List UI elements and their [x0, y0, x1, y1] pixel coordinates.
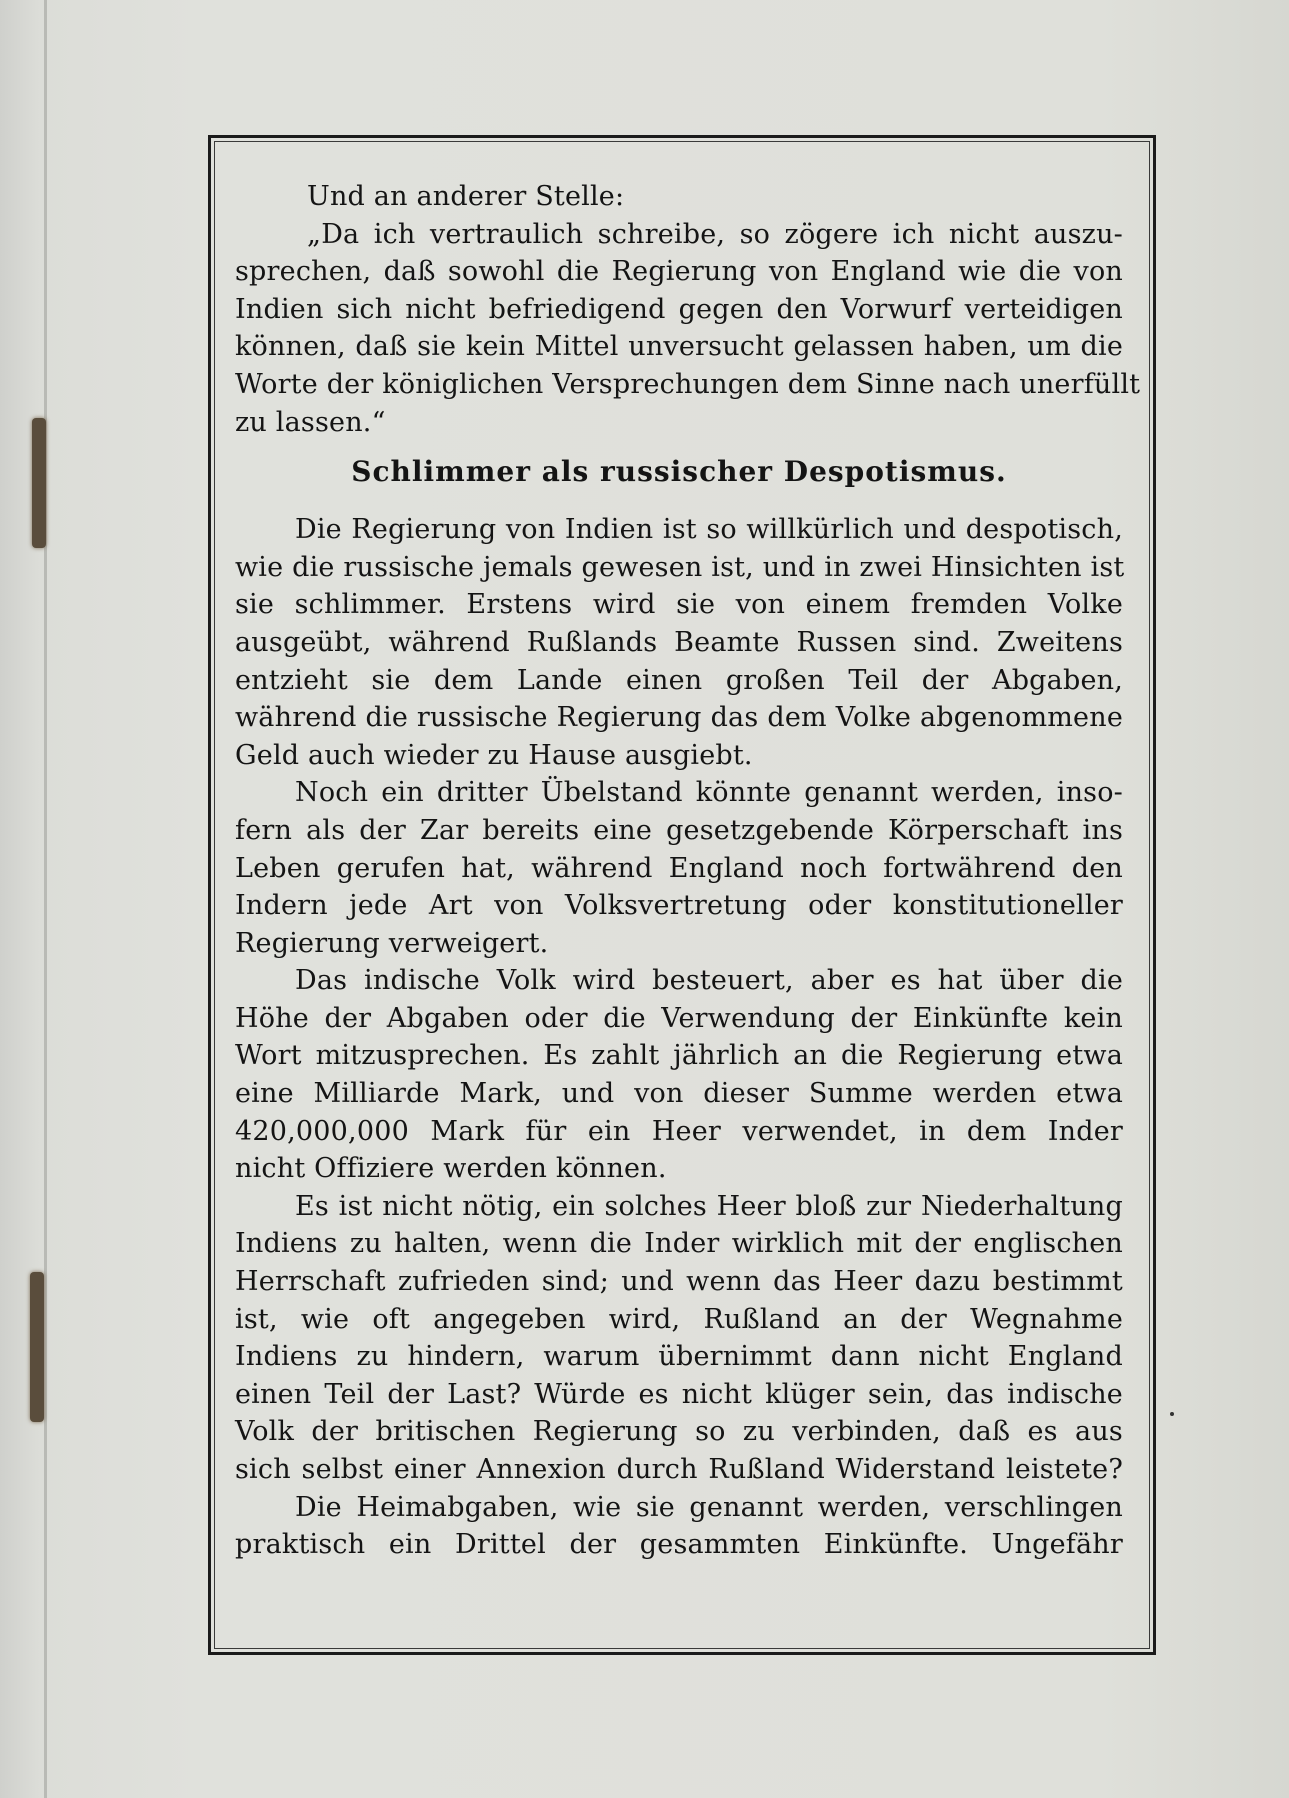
paragraph-line: eine Milliarde Mark, und von dieser Summe werden etwa	[235, 1078, 1123, 1110]
paragraph-line: Volk der britischen Regierung so zu verbinden, daß es aus	[235, 1416, 1123, 1448]
paragraph-line: Die Regierung von Indien ist so willkürlich und despotisch,	[295, 514, 1123, 546]
paragraph-line: sie schlimmer. Erstens wird sie von einem fremden Volke	[235, 589, 1123, 621]
paragraph-line: Höhe der Abgaben oder die Verwendung der Einkünfte kein	[235, 1002, 1123, 1034]
paragraph-line: einen Teil der Last? Würde es nicht klüger sein, das indische	[235, 1378, 1123, 1410]
paragraph-line: praktisch ein Drittel der gesammten Einkünfte. Ungefähr	[235, 1529, 1123, 1561]
page-text	[235, 178, 1141, 1564]
binding-edge	[44, 0, 47, 1798]
paragraph-line: sich selbst einer Annexion durch Rußland Widerstand leistete?	[235, 1454, 1123, 1485]
paragraph-line: fern als der Zar bereits eine gesetzgebende Körperschaft ins	[235, 814, 1123, 846]
paragraph-line: ausgeübt, während Rußlands Beamte Russen sind. Zweitens	[235, 626, 1123, 658]
paragraph-line: Noch ein dritter Übelstand könnte genannt werden, inso-	[295, 777, 1123, 809]
staple-top	[32, 418, 46, 548]
paragraph-line: Es ist nicht nötig, ein solches Heer bloß zur Niederhaltung	[295, 1190, 1123, 1222]
paragraph-line: Indiens zu hindern, warum übernimmt dann nicht England	[235, 1341, 1123, 1373]
paragraph-line: Indiens zu halten, wenn die Inder wirklich mit der englischen	[235, 1228, 1123, 1260]
section-heading: Schlimmer als russischer Despotismus.	[351, 455, 1007, 489]
paragraph-line: während die russische Regierung das dem Volke abgenommene	[235, 702, 1123, 734]
paragraph-line: 420,000,000 Mark für ein Heer verwendet, in dem Inder	[235, 1115, 1123, 1147]
intro-line: „Da ich vertraulich schreibe, so zögere ich nicht auszu-	[307, 218, 1123, 250]
paragraph-line: Die Heimabgaben, wie sie genannt werden, verschlingen	[295, 1491, 1123, 1523]
intro-line: Worte der königlichen Versprechungen dem Sinne nach unerfüllt	[235, 368, 1141, 400]
paragraph-line: Regierung verweigert.	[235, 927, 549, 959]
paragraph-line: Indern jede Art von Volksvertretung oder konstitutioneller	[235, 890, 1123, 922]
paragraph-line: Herrschaft zufrieden sind; und wenn das Heer dazu bestimmt	[235, 1266, 1123, 1298]
paragraph-line: entzieht sie dem Lande einen großen Teil der Abgaben,	[235, 664, 1123, 696]
paragraph-line: Leben gerufen hat, während England noch fortwährend den	[235, 852, 1123, 884]
intro-line: Und an anderer Stelle:	[307, 181, 625, 212]
paragraph-line: Das indische Volk wird besteuert, aber es hat über die	[295, 965, 1123, 997]
paragraph-line: Wort mitzusprechen. Es zahlt jährlich an die Regierung etwa	[235, 1040, 1123, 1072]
paragraph-line: ist, wie oft angegeben wird, Rußland an der Wegnahme	[235, 1303, 1123, 1335]
intro-line: zu lassen.“	[235, 406, 386, 438]
paragraph-line: Geld auch wieder zu Hause ausgiebt.	[235, 739, 753, 771]
speck	[1170, 1412, 1174, 1416]
paragraph-line: wie die russische jemals gewesen ist, und in zwei Hinsichten ist	[235, 551, 1125, 583]
intro-line: Indien sich nicht befriedigend gegen den Vorwurf verteidigen	[235, 293, 1123, 325]
intro-line: sprechen, daß sowohl die Regierung von England wie die von	[235, 256, 1123, 288]
staple-bottom	[30, 1272, 44, 1422]
intro-line: können, daß sie kein Mittel unversucht gelassen haben, um die	[235, 331, 1123, 363]
paragraph-line: nicht Offiziere werden können.	[235, 1153, 667, 1185]
